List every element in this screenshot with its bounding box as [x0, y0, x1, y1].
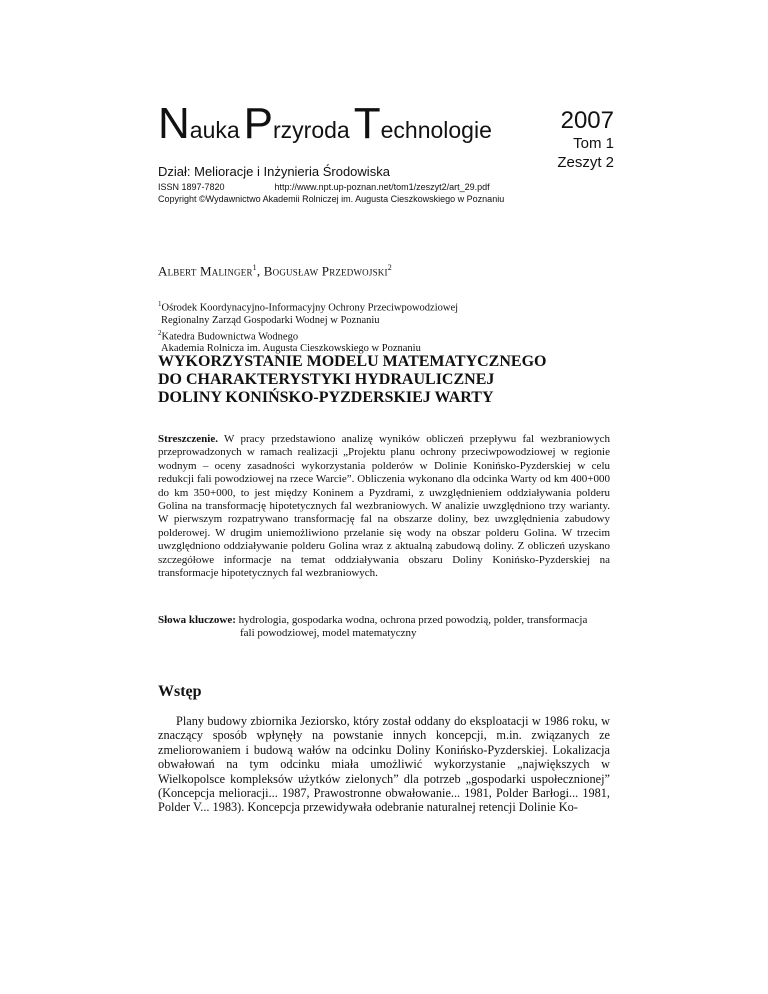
journal-word-nauka: auka	[189, 117, 240, 143]
affiliation-2-line-2: Akademia Rolnicza im. Augusta Cieszkowskiego w Poznaniu	[161, 343, 421, 354]
copyright: Copyright ©Wydawnictwo Akademii Rolniczej im. Augusta Cieszkowskiego w Poznaniu	[158, 194, 505, 204]
abstract-text: W pracy przedstawiono analizę wyników obliczeń przepływu fal wezbraniowych przeprowadzonych w ramach realizacji „Projektu planu ochrony przeciwpowodziowej w regionie wodnym – oceny zasadności wykorzystania polderów w Dolinie Konińsko-Pyzderskiej w celu redukcji fali powodziowej na rzece Warcie”. Obliczenia wykonano dla odcinka Warty od km 400+000 do km 350+000, to jest między Koninem a Pyzdrami, z uwzględnieniem oddziaływania polderu Golina na transformację hipotetycznych fal wezbraniowych. W analizie uwzględniono trzy warianty. W pierwszym rozpatrywano transformację fal na obszarze doliny, bez uwzględnienia zabudowy polderowej. W drugim uniemożliwiono przelanie się wody na obszar polderu Golina. W trzecim uwzględniono oddziaływanie polderu Golina wraz z aktualną zabudową doliny. Z obliczeń uzyskano szczegółowe informacje na temat oddziaływania obszaru Doliny Konińsko-Pyzderskiej na transformacje hipotetycznych fal wezbraniowych.	[158, 433, 610, 580]
abstract-label: Streszczenie.	[158, 433, 218, 445]
issn: ISSN 1897-7820	[158, 182, 225, 192]
author-1: Albert Malinger	[158, 263, 253, 279]
journal-initial-n: N	[158, 99, 190, 148]
publication-info	[158, 181, 504, 205]
keywords-label: Słowa kluczowe:	[158, 614, 236, 626]
intro-body	[158, 714, 610, 815]
issue: Zeszyt 2	[557, 154, 614, 171]
journal-title	[158, 99, 496, 148]
affiliation-2-line-1: Katedra Budownictwa Wodnego	[161, 331, 299, 342]
keywords-line-2: fali powodziowej, model matematyczny	[240, 627, 417, 640]
title-line-2: DO CHARAKTERYSTYKI HYDRAULICZNEJ	[158, 371, 495, 388]
journal-word-przyroda: rzyroda	[273, 117, 350, 143]
article-url[interactable]: http://www.npt.up-poznan.net/tom1/zeszyt2/art_29.pdf	[274, 182, 490, 192]
affiliation-2-mark: 2	[158, 328, 162, 337]
journal-word-technologie: echnologie	[380, 117, 492, 143]
affiliation-1-line-1: Ośrodek Koordynacyjno-Informacyjny Ochrony Przeciwpowodziowej	[161, 302, 459, 314]
affiliation-1-mark: 1	[158, 300, 162, 308]
authors	[158, 263, 392, 279]
title-line-3: DOLINY KONIŃSKO-PYZDERSKIEJ WARTY	[158, 389, 494, 406]
author-2-mark: 2	[387, 263, 392, 272]
section-label: Dział: Melioracje i Inżynieria Środowiska	[158, 164, 390, 179]
journal-initial-t: T	[353, 99, 381, 148]
abstract	[158, 433, 610, 580]
year: 2007	[560, 107, 614, 134]
affiliations	[158, 298, 458, 355]
volume: Tom 1	[573, 135, 614, 152]
author-1-mark: 1	[252, 263, 257, 272]
author-2: Bogusław Przedwojski	[263, 263, 388, 279]
author-separator: ,	[256, 263, 264, 279]
journal-initial-p: P	[243, 99, 274, 148]
keywords-line-1: hydrologia, gospodarka wodna, ochrona przed powodzią, polder, transformacja	[235, 614, 588, 626]
keywords	[158, 614, 610, 641]
title-line-1: WYKORZYSTANIE MODELU MATEMATYCZNEGO	[158, 353, 547, 370]
section-heading-intro: Wstęp	[158, 683, 202, 700]
affiliation-1-line-2: Regionalny Zarząd Gospodarki Wodnej w Poznaniu	[161, 314, 380, 326]
issue-info	[557, 108, 614, 172]
paper-title	[158, 353, 618, 407]
intro-paragraph: Plany budowy zbiornika Jeziorsko, który został oddany do eksploatacji w 1986 roku, w znaczący sposób wpłynęły na powstanie innych koncepcji, m.in. związanych ze zmeliorowaniem i budową wałów na odcinku Doliny Konińsko-Pyzderskiej. Lokalizacja obwałowań na tym odcinku miała umożliwić wykorzystanie „największych w Wielkopolsce kompleksów użytków zielonych” dla potrzeb „gospodarki uspołecznionej” (Koncepcja melioracji... 1987, Prawostronne obwałowanie... 1981, Polder Barłogi... 1981, Polder V... 1983). Koncepcja przewidywała odebranie naturalnej retencji Dolinie Ko-	[158, 714, 610, 815]
